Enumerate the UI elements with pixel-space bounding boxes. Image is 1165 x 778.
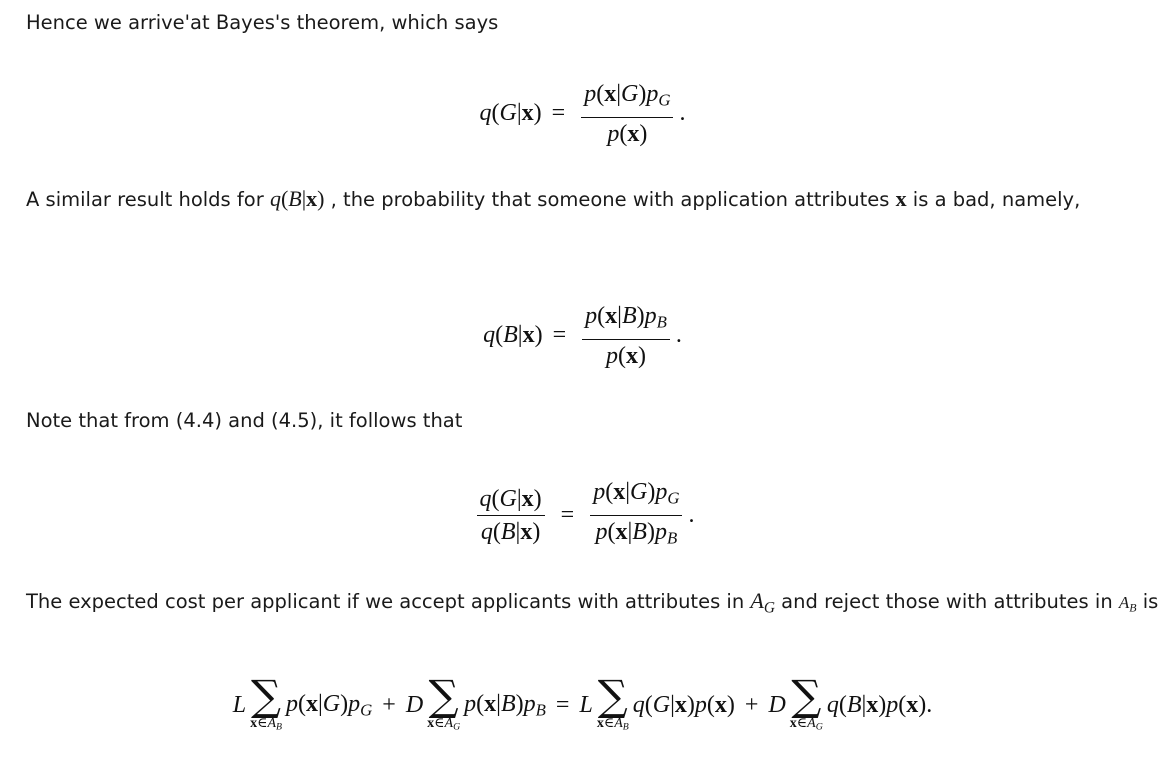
paragraph-text: is a bad, namely, [906,188,1081,211]
paragraph-note [26,402,1159,440]
paragraph-text: Note that from (4.4) and (4.5), it follows that [26,409,463,432]
inline-math-a-g: $A_G$ [750,588,775,617]
paragraph-text: The expected cost per applicant if we accept applicants with attributes in [26,590,751,613]
inline-math-x: x [895,186,907,211]
paragraph-bayes-intro [26,4,1159,42]
equation-expected-cost: L ∑ $x\in A_B$ $p(x|G)p_G$ + D ∑ $x\in A_G$ $p(x|B)p_B$ = L ∑ $x\in A_B$ q(G|x)p(x) + D ∑ $x\in A_G$ q(B|x)p(x). [232,671,933,733]
paragraph-similar-result [26,180,1159,219]
inline-math-a-b: $A_B$ [1118,593,1137,615]
inline-math-q-b-x: q(B|x) [269,186,325,211]
equation-q-b-given-x: q(B|x) = $\frac{p(x|B)p_B}{p(x)}$ . [0,300,1165,372]
paragraph-text: A similar result holds for [26,188,270,211]
paragraph-expected-cost [26,582,1159,627]
equation-odds-ratio: $\frac{q(G|x)}{q(B|x)}$ = $\frac{p(x|G)p_G}{p(x|B)p_B}$ . [0,476,1165,554]
paragraph-text: Hence we arrive'at Bayes's theorem, which says [26,11,499,34]
equation-q-g-given-x: q(G|x) = $\frac{p(x|G)p_G}{p(x)}$ . [0,78,1165,150]
paragraph-text: and reject those with attributes in [774,590,1119,613]
paragraph-text: , the probability that someone with application attributes [324,188,896,211]
paragraph-text: is [1136,590,1159,613]
